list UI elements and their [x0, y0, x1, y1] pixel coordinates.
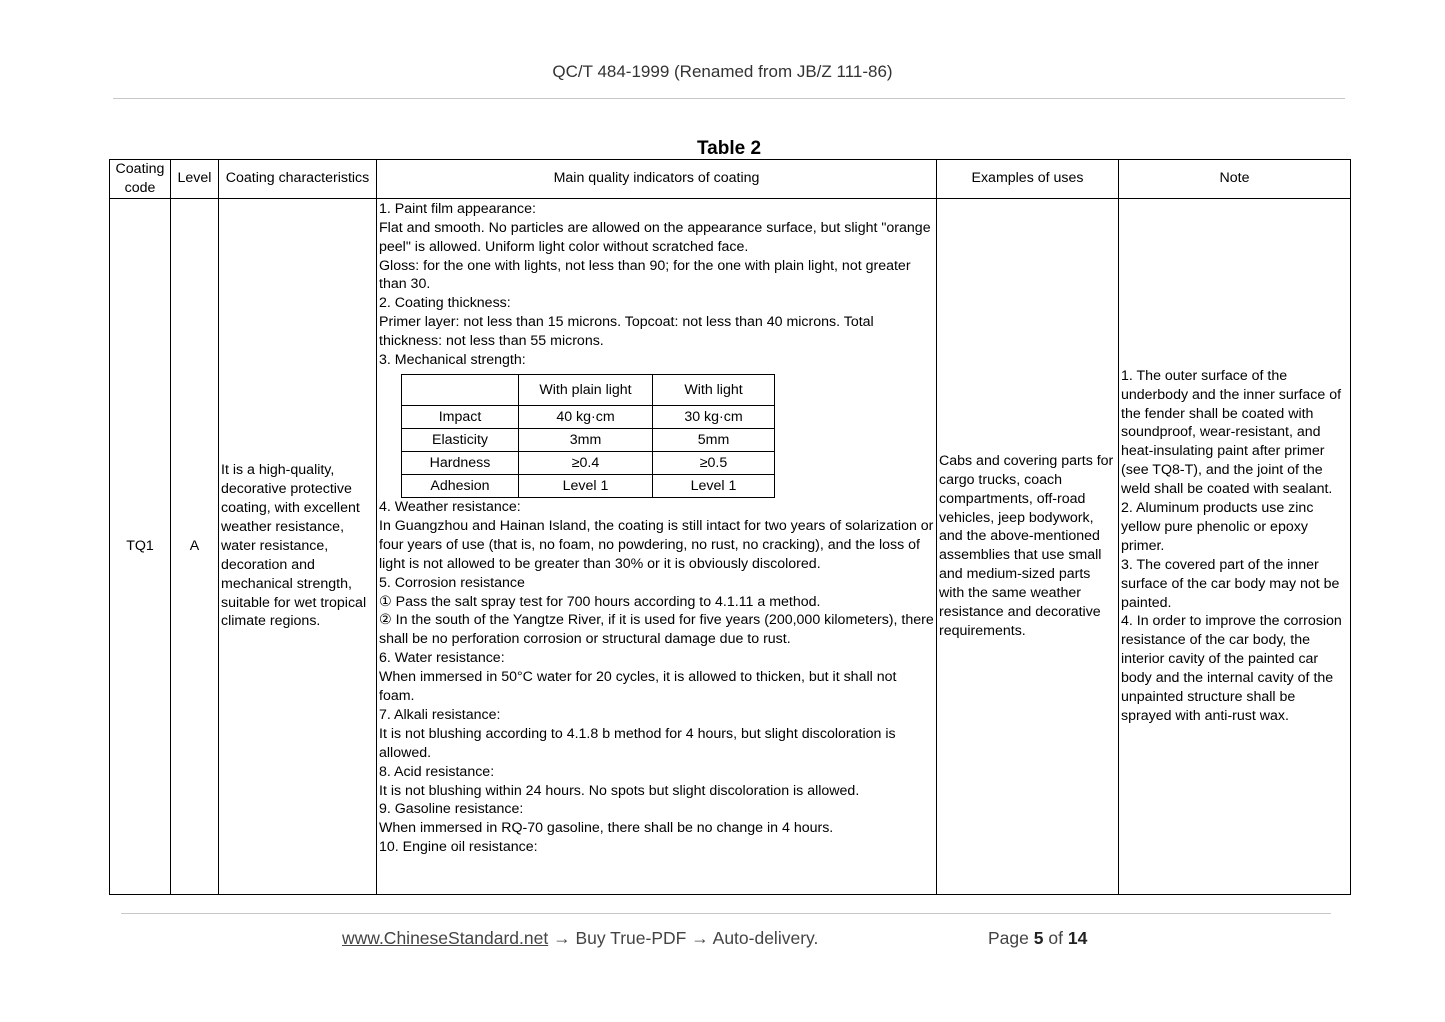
note-item-4: 4. In order to improve the corrosion resistance of the car body, the interior cavity of the painted car body and the internal cavity of the unpainted structure shall be sprayed with anti-rust wax. [1121, 613, 1342, 725]
mech-property: Elasticity [402, 428, 519, 451]
note-item-3: 3. The covered part of the inner surface of the car body may not be painted. [1121, 556, 1340, 611]
auto-delivery-text: Auto-delivery. [712, 928, 819, 948]
table-header-row [110, 160, 1351, 199]
header-coating-code: Coating code [110, 160, 171, 199]
indicator-alkali-heading: 7. Alkali resistance: [379, 706, 501, 723]
indicator-appearance-heading: 1. Paint film appearance: [379, 200, 536, 217]
table-caption: Table 2 [696, 138, 762, 159]
mech-light-value: Level 1 [653, 474, 775, 497]
header-quality-indicators: Main quality indicators of coating [377, 160, 937, 199]
of-label: of [1048, 928, 1063, 948]
indicator-thickness-text: Primer layer: not less than 15 microns. Topcoat: not less than 40 microns. Total thickness: not less than 55 microns. [379, 314, 874, 350]
indicator-engine-oil-heading: 10. Engine oil resistance: [379, 839, 538, 856]
mechanical-strength-table [401, 374, 775, 498]
site-link[interactable]: www.ChineseStandard.net [342, 928, 549, 948]
mech-row [402, 405, 775, 428]
page-label: Page [988, 928, 1029, 948]
mech-light-value: ≥0.5 [653, 451, 775, 474]
mech-property: Impact [402, 405, 519, 428]
cell-examples-of-uses: Cabs and covering parts for cargo trucks, coach compartments, off-road vehicles, jeep bodywork, and the above-mentioned assemblies that use small and medium-sized parts with the same weather resistance and decorative requirements. [937, 198, 1119, 894]
mech-row [402, 428, 775, 451]
footer-divider [121, 913, 1331, 914]
cell-characteristics: It is a high-quality, decorative protective coating, with excellent weather resistance, water resistance, decoration and mechanical strength, suitable for wet tropical climate regions. [219, 198, 377, 894]
table-row [110, 198, 1351, 894]
mech-light-value: 5mm [653, 428, 775, 451]
mech-property: Adhesion [402, 474, 519, 497]
indicator-gasoline-text: When immersed in RQ-70 gasoline, there shall be no change in 4 hours. [379, 820, 834, 837]
header-coating-characteristics: Coating characteristics [219, 160, 377, 199]
mech-row [402, 474, 775, 497]
cell-quality-indicators [377, 198, 937, 894]
mech-header-blank [402, 374, 519, 405]
indicator-gasoline-heading: 9. Gasoline resistance: [379, 801, 524, 818]
mech-header-plain-light: With plain light [519, 374, 653, 405]
mech-plain-value: ≥0.4 [519, 451, 653, 474]
header-level: Level [171, 160, 219, 199]
coating-table [109, 159, 1351, 895]
indicator-gloss-text: Gloss: for the one with lights, not less than 90; for the one with plain light, not greater than 30. [379, 257, 911, 293]
header-divider [113, 98, 1345, 99]
mech-header-light: With light [653, 374, 775, 405]
indicator-mechanical-heading: 3. Mechanical strength: [379, 352, 526, 369]
indicator-corrosion-heading: 5. Corrosion resistance [379, 574, 525, 591]
arrow-right-icon: → [691, 928, 709, 948]
page-total: 14 [1067, 928, 1088, 948]
indicator-acid-heading: 8. Acid resistance: [379, 763, 495, 780]
header-note: Note [1119, 160, 1351, 199]
mech-light-value: 30 kg·cm [653, 405, 775, 428]
footer-links [342, 928, 818, 949]
indicator-alkali-text: It is not blushing according to 4.1.8 b method for 4 hours, but slight discoloration is allowed. [379, 725, 896, 761]
indicator-water-heading: 6. Water resistance: [379, 650, 505, 667]
indicator-thickness-heading: 2. Coating thickness: [379, 295, 511, 312]
arrow-right-icon: → [553, 928, 571, 948]
document-header: QC/T 484-1999 (Renamed from JB/Z 111-86) [552, 62, 893, 81]
cell-level: A [171, 198, 219, 894]
indicator-acid-text: It is not blushing within 24 hours. No spots but slight discoloration is allowed. [379, 782, 860, 799]
cell-coating-code: TQ1 [110, 198, 171, 894]
mech-plain-value: Level 1 [519, 474, 653, 497]
indicator-corrosion-item-1: ① Pass the salt spray test for 700 hours according to 4.1.11 a method. [379, 593, 821, 610]
indicator-weather-text: In Guangzhou and Hainan Island, the coating is still intact for two years of solarization or four years of use (that is, no foam, no powdering, no rust, no cracking), and the loss of light is not allowed to be greater than 30% or it is obviously discolored. [379, 517, 934, 572]
mech-plain-value: 40 kg·cm [519, 405, 653, 428]
indicator-corrosion-item-2: ② In the south of the Yangtze River, if it is used for five years (200,000 kilometers), there shall be no perforation corrosion or structural damage due to rust. [379, 612, 934, 648]
mech-header-row [402, 374, 775, 405]
mech-row [402, 451, 775, 474]
indicator-water-text: When immersed in 50°C water for 20 cycles, it is allowed to thicken, but it shall not foam. [379, 669, 897, 705]
mech-property: Hardness [402, 451, 519, 474]
mech-plain-value: 3mm [519, 428, 653, 451]
page-number: 5 [1033, 928, 1044, 948]
page-indicator [988, 928, 1087, 949]
note-item-2: 2. Aluminum products use zinc yellow pure phenolic or epoxy primer. [1121, 500, 1314, 554]
indicator-weather-heading: 4. Weather resistance: [379, 498, 521, 515]
cell-note [1119, 198, 1351, 894]
indicator-appearance-text: Flat and smooth. No particles are allowed on the appearance surface, but slight "orange peel" is allowed. Uniform light color without scratched face. [379, 219, 931, 255]
header-examples-of-uses: Examples of uses [937, 160, 1119, 199]
note-item-1: 1. The outer surface of the underbody and the inner surface of the fender shall be coated with soundproof, wear-resistant, and heat-insulating paint after primer (see TQ8-T), and the joint of the weld shall be coated with sealant. [1121, 367, 1342, 498]
buy-pdf-text: Buy True-PDF [575, 928, 687, 948]
